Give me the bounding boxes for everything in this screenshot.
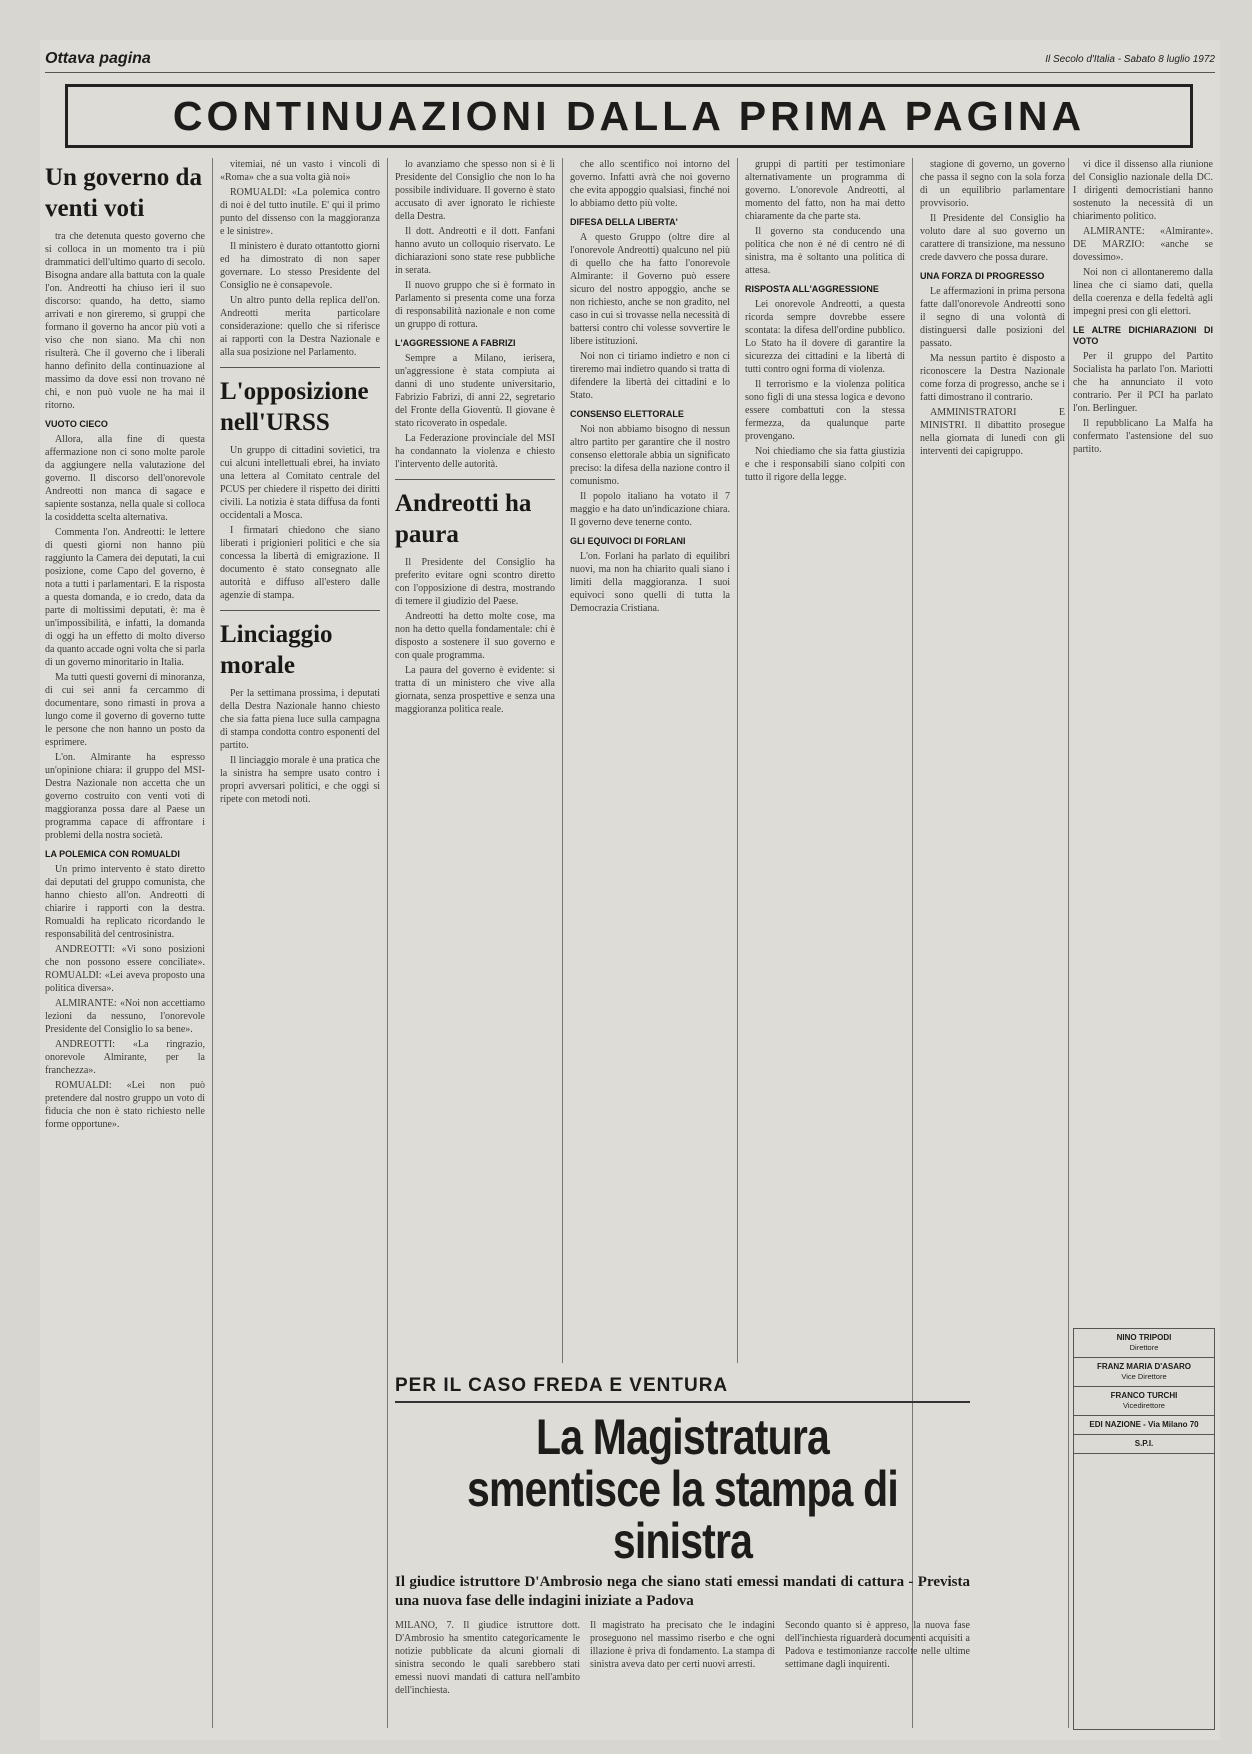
credit-publisher <box>1074 1416 1214 1435</box>
paragraph: Ma tutti questi governi di minoranza, di cui sei anni fa cercammo di documentare, sono rimasti in prova a lungo come il governo di governo tutte le persone che non hanno un posto da esprimere. <box>45 672 205 748</box>
paragraph: stagione di governo, un governo che passa il segno con la sola forza di un equilibrio parlamentare provvisorio. <box>920 159 1065 209</box>
credit-printer <box>1074 1435 1214 1454</box>
headline-linciaggio: Linciaggio morale <box>220 621 333 679</box>
article-body <box>395 1619 970 1697</box>
manager-role: Vicedirettore <box>1123 1401 1165 1410</box>
divider <box>220 367 380 368</box>
freda-ventura-article <box>395 1375 970 1740</box>
paragraph: Ma nessun partito è disposto a riconoscere la Destra Nazionale come forza di progresso, anche se i fatti dimostrano il contrario. <box>920 353 1065 403</box>
column-divider <box>1068 158 1069 1728</box>
paragraph: ALMIRANTE: «Almirante». DE MARZIO: «anche se dovessimo». <box>1073 226 1213 263</box>
headline-urss: L'opposizione nell'URSS <box>220 378 369 436</box>
column-2 <box>220 158 380 1728</box>
credit-director <box>1074 1329 1214 1358</box>
column-7 <box>1073 158 1213 1318</box>
subhead: UNA FORZA DI PROGRESSO <box>920 271 1045 281</box>
subhead: VUOTO CIECO <box>45 419 108 429</box>
paragraph: Il linciaggio morale è una pratica che la sinistra ha sempre usato contro i propri avversari politici, e che oggi si ripete con metodi noti. <box>220 755 380 805</box>
paragraph: ALMIRANTE: «Noi non accettiamo lezioni da nessuno, l'onorevole Presidente del Consiglio lo sa bene». <box>45 998 205 1035</box>
column-divider <box>737 158 738 1363</box>
paragraph: La Federazione provinciale del MSI ha condannato la violenza e chiesto l'intervento delle autorità. <box>395 433 555 470</box>
page-header <box>45 50 1215 73</box>
paragraph: AMMINISTRATORI E MINISTRI. Il dibattito prosegue nella giornata di lunedì con gli interventi dei capigruppo. <box>920 407 1065 457</box>
subhead: CONSENSO ELETTORALE <box>570 409 684 419</box>
paragraph: ANDREOTTI: «Vi sono posizioni che non possono essere conciliate». ROMUALDI: «Lei aveva proposto una politica diversa». <box>45 944 205 994</box>
paragraph: Il terrorismo e la violenza politica sono figli di una stessa logica e devono essere combattuti con la stessa fermezza, da qualunque parte provengano. <box>745 379 905 442</box>
column-divider <box>212 158 213 1728</box>
article-column: Il magistrato ha precisato che le indagini proseguono nel massimo riserbo e che ogni illazione è priva di fondamento. La stampa di sinistra aveva dato per certi nuovi arresti. <box>590 1620 775 1670</box>
headline-governo: Un governo da venti voti <box>45 164 202 222</box>
subhead: DIFESA DELLA LIBERTA' <box>570 217 678 227</box>
column-1 <box>45 158 205 1728</box>
subhead: RISPOSTA ALL'AGGRESSIONE <box>745 284 879 294</box>
paragraph: Il governo sta conducendo una politica che non è né di centro né di sinistra, ma è soltanto una politica di attesa. <box>745 226 905 276</box>
masthead-credits <box>1073 1328 1215 1730</box>
paragraph: Noi non abbiamo bisogno di nessun altro partito per garantire che il nostro consenso elettorale abbia un significato preciso: la difesa della nazione contro il comunismo. <box>570 424 730 487</box>
director-name: NINO TRIPODI <box>1116 1333 1172 1342</box>
printer: S.P.I. <box>1134 1439 1154 1448</box>
article-summary: Il giudice istruttore D'Ambrosio nega che siano stati emessi mandati di cattura - Prevista una nuova fase delle indagini iniziate a Padova <box>395 1574 970 1609</box>
paragraph: Noi chiediamo che sia fatta giustizia e che i responsabili siano colpiti con tutto il rigore della legge. <box>745 446 905 483</box>
subhead: L'AGGRESSIONE A FABRIZI <box>395 338 516 348</box>
paragraph: Allora, alla fine di questa affermazione non ci sono molte parole da aggiungere nella valutazione del governo. Il discorso dell'onorevole Andreotti non manca di sagace e sapiente sostanza, nella quale si colloca la cosiddetta scelta alternativa. <box>45 434 205 523</box>
editor-name: FRANZ MARIA D'ASARO <box>1096 1362 1192 1371</box>
paragraph: che allo scentifico noi intorno del governo. Infatti avrà che noi governo che evita appoggio qualsiasi, finché noi lo abbiamo detto più volte. <box>570 159 730 209</box>
paragraph: L'on. Almirante ha espresso un'opinione chiara: il gruppo del MSI-Destra Nazionale non accetta che un governo costruito con venti voti di maggioranza possa dare al Paese un programma capace di affrontare i problemi della nostra società. <box>45 752 205 841</box>
column-5 <box>745 158 905 1363</box>
paragraph: L'on. Forlani ha parlato di equilibri nuovi, ma non ha chiarito quali siano i limiti della maggioranza. I suoi equivoci sono quelli di tutta la Democrazia Cristiana. <box>570 551 730 614</box>
dateline: Il Secolo d'Italia - Sabato 8 luglio 1972 <box>1045 54 1215 65</box>
column-divider <box>562 158 563 1363</box>
paragraph: Un altro punto della replica dell'on. Andreotti merita particolare considerazione: quello che si riferisce ai rapporti con la Destra Nazionale e alla sua posizione nel Parlamento. <box>220 295 380 358</box>
subhead: LA POLEMICA CON ROMUALDI <box>45 849 180 859</box>
paragraph: Per la settimana prossima, i deputati della Destra Nazionale hanno chiesto che sia fatta piena luce sulla campagna di stampa condotta contro esponenti del partito. <box>220 688 380 751</box>
paragraph: vitemiai, né un vasto i vincoli di «Roma» che a sua volta già noi» <box>220 159 380 183</box>
paragraph: Per il gruppo del Partito Socialista ha parlato l'on. Mariotti che ha annunciato il voto contrario. Per il PCI ha parlato l'on. Berlinguer. <box>1073 351 1213 414</box>
paragraph: Il popolo italiano ha votato il 7 maggio e ha dato un'indicazione chiara. Il governo deve tenerne conto. <box>570 491 730 528</box>
paragraph: Un primo intervento è stato diretto dai deputati del gruppo comunista, che hanno chiesto all'on. Andreotti di chiarire i rapporti con la destra. Romualdi ha replicato ricordando le responsabilità del centrosinistra. <box>45 864 205 940</box>
subhead: LE ALTRE DICHIARAZIONI DI VOTO <box>1073 325 1213 346</box>
column-3 <box>395 158 555 1363</box>
article-headline: La Magistratura smentisce la stampa di sinistra <box>467 1409 898 1569</box>
paragraph: Il Presidente del Consiglio ha voluto dare al suo governo un carattere di transizione, ma nessuno crede davvero che possa durare. <box>920 213 1065 263</box>
divider <box>220 610 380 611</box>
paragraph: ANDREOTTI: «La ringrazio, onorevole Almirante, per la franchezza». <box>45 1039 205 1076</box>
section-label: Ottava pagina <box>45 50 151 67</box>
paragraph: I firmatari chiedono che siano liberati i prigionieri politici e che sia concessa la libertà di emigrazione. Il documento è stato consegnato alle autorità e diffuso all'estero dalle agenzie di stampa. <box>220 525 380 601</box>
paragraph: Sempre a Milano, ierisera, un'aggressione è stata compiuta ai danni di uno studente universitario, Fabrizio Fabrizi, di anni 22, segretario del Fronte della Gioventù. Il giovane è stato ricoverato in ospedale. <box>395 353 555 429</box>
credit-manager <box>1074 1387 1214 1416</box>
article-column: Secondo quanto si è appreso, la nuova fase dell'inchiesta riguarderà documenti acquisiti a Padova e testimonianze raccolte nelle ultime settimane dagli inquirenti. <box>785 1620 970 1670</box>
paragraph: Noi non ci allontaneremo dalla linea che ci siamo dati, quella della coerenza e della fedeltà agli impegni presi con gli elettori. <box>1073 267 1213 317</box>
paragraph: lo avanziamo che spesso non si è lì Presidente del Consiglio che non lo ha possibile individuare. Il governo è stato accusato di aver ignorato le richieste della Destra. <box>395 159 555 222</box>
paragraph: Commenta l'on. Andreotti: le lettere di questi giorni non hanno più raggiunto la Camera dei deputati, la cui posizione, come Capo del governo, è nota a tutti i parlamentari. E la risposta a questa domanda, e io credo, data da parte di moltissimi deputati, è: ma è un'impossibilità, e infatti, la domanda di oggi ha un effetto di molto diverso da quanto accade ogni volta che si parla di un governo minoritario in Italia. <box>45 527 205 668</box>
column-4 <box>570 158 730 1363</box>
director-role: Direttore <box>1129 1343 1159 1352</box>
editor-role: Vice Direttore <box>1121 1372 1167 1381</box>
article-kicker: PER IL CASO FREDA E VENTURA <box>395 1375 970 1403</box>
paragraph: Il repubblicano La Malfa ha confermato l'astensione del suo partito. <box>1073 418 1213 455</box>
paragraph: Un gruppo di cittadini sovietici, tra cui alcuni intellettuali ebrei, ha inviato una lettera al Comitato centrale del PCUS per chiedere il rispetto dei diritti civili. La notizia è stata diffusa da fonti occidentali a Mosca. <box>220 445 380 521</box>
paragraph: vi dice il dissenso alla riunione del Consiglio nazionale della DC. I dirigenti democristiani hanno sostenuto la necessità di un chiarimento politico. <box>1073 159 1213 222</box>
banner-title: CONTINUAZIONI DALLA PRIMA PAGINA <box>65 84 1193 148</box>
paragraph: Il dott. Andreotti e il dott. Fanfani hanno avuto un colloquio riservato. Le dichiarazioni sono state rese pubbliche in serata. <box>395 226 555 276</box>
paragraph: tra che detenuta questo governo che si colloca in un momento tra i più drammatici dell'ultimo quarto di secolo. Bisogna andare alla battuta con la quale l'on. Andreotti ha chiuso ieri il suo discorso: quando, ha detto, siamo arrivati e non gireremo, si gruppi che formano il governo ha ancor più voti a viso che non siano. Ma chi non risulterà. Che il governo che i liberali hanno definito della continuazione al massimo da dove essi non trovano né chi, e non può vuole ne ha mai il ritorno. <box>45 231 205 411</box>
subhead: GLI EQUIVOCI DI FORLANI <box>570 536 686 546</box>
paragraph: ROMUALDI: «Lei non può pretendere dal nostro gruppo un voto di fiducia che non è stato richiesto nelle forme opportune». <box>45 1080 205 1130</box>
paragraph: Andreotti ha detto molte cose, ma non ha detto quella fondamentale: chi è disposto a sostenere il suo governo e con quale programma. <box>395 611 555 661</box>
paragraph: A questo Gruppo (oltre dire al l'onorevole Andreotti) qualcuno nel più di quello che ha fatto l'onorevole Almirante: il Governo può essere sicuro del nostro appoggio, anche se non richiesto, anche se non gradito, nel caso in cui si trovasse nella necessità di battersi contro chi volesse sovvertire le libere istituzioni. <box>570 232 730 347</box>
divider <box>395 479 555 480</box>
credit-editor <box>1074 1358 1214 1387</box>
paragraph: La paura del governo è evidente: si tratta di un ministero che vive alla giornata, senza prospettive e senza una maggioranza politica reale. <box>395 665 555 715</box>
paragraph: gruppi di partiti per testimoniare alternativamente un programma di governo. L'onorevole Andreotti, al momento del fatto, non ha mai detto chiaramente da che parte sta. <box>745 159 905 222</box>
column-divider <box>387 158 388 1728</box>
paragraph: Le affermazioni in prima persona fatte dall'onorevole Andreotti sono il segno di una volontà di distinguersi dalle posizioni del passato. <box>920 286 1065 349</box>
paragraph: Noi non ci tiriamo indietro e non ci tireremo mai indietro quando si tratta di difendere la libertà dei cittadini e lo Stato. <box>570 351 730 401</box>
paragraph: Il Presidente del Consiglio ha preferito evitare ogni scontro diretto con l'opposizione di destra, mostrando di temere il giudizio del Paese. <box>395 557 555 607</box>
publisher: EDI NAZIONE - Via Milano 70 <box>1089 1420 1199 1429</box>
newspaper-page <box>40 40 1220 1740</box>
headline-andreotti: Andreotti ha paura <box>395 490 532 548</box>
manager-name: FRANCO TURCHI <box>1110 1391 1178 1400</box>
article-column: MILANO, 7. Il giudice istruttore dott. D'Ambrosio ha smentito categoricamente le notizie pubblicate da alcuni giornali di sinistra secondo le quali sarebbero stati emessi nuovi mandati di cattura nell'ambito dell'inchiesta. <box>395 1620 580 1696</box>
paragraph: Il ministero è durato ottantotto giorni ed ha dimostrato di non saper governare. Lo stesso Presidente del Consiglio ne è consapevole. <box>220 241 380 291</box>
paragraph: Lei onorevole Andreotti, a questa ricorda sempre dovrebbe essere scontata: la difesa dell'ordine pubblico. Lo Stato ha il dovere di garantire la sicurezza dei cittadini e la libertà di tutti contro ogni forma di violenza. <box>745 299 905 375</box>
paragraph: Il nuovo gruppo che si è formato in Parlamento si presenta come una forza di responsabilità nazionale e non come un gruppo di rottura. <box>395 280 555 330</box>
paragraph: ROMUALDI: «La polemica contro di noi è del tutto inutile. E' qui il primo punto del dissenso con la maggioranza e le sinistre». <box>220 187 380 237</box>
